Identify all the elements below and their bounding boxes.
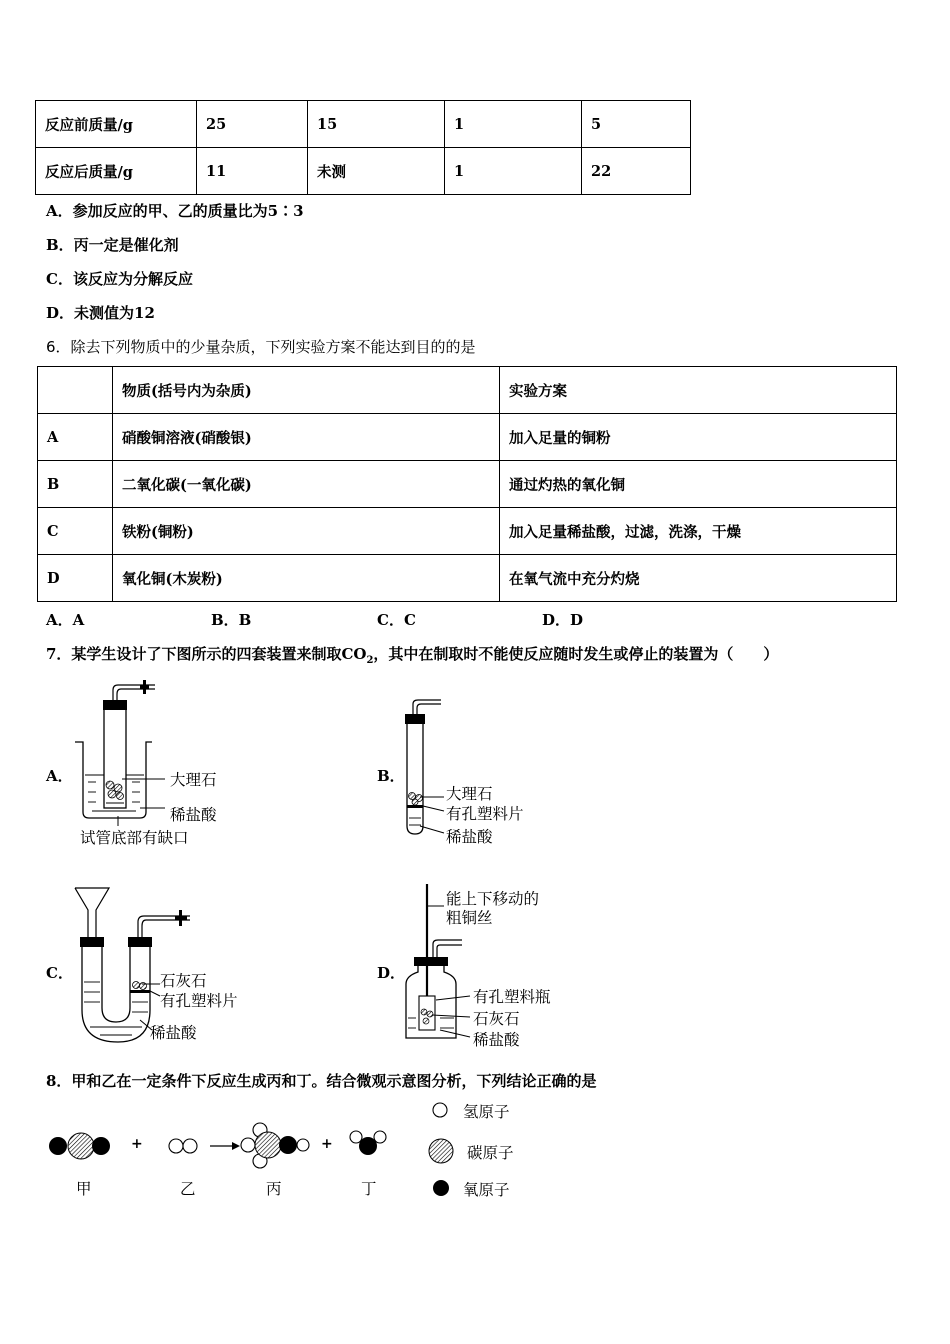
apparatus-c-letter: C． (46, 964, 73, 982)
molecule-label-bing: 丙 (266, 1180, 282, 1198)
oxygen-atom (279, 1136, 297, 1154)
legend-carbon (429, 1139, 453, 1163)
hydrogen-atom (241, 1138, 255, 1152)
header-cell: 实验方案 (500, 367, 897, 414)
substance-cell: 氧化铜(木炭粉) (113, 555, 500, 602)
apparatus-a-letter: A． (46, 767, 73, 785)
legend-label-carbon: 碳原子 (467, 1144, 514, 1162)
q7-stem-subscript: 2 (366, 655, 374, 666)
apparatus-b-letter: B． (377, 767, 405, 785)
oxygen-atom (49, 1137, 67, 1155)
hydrogen-atom (350, 1131, 362, 1143)
cell: 15 (308, 101, 445, 148)
legend-hydrogen (433, 1103, 447, 1117)
label-limestone: 石灰石 (160, 972, 207, 990)
header-cell: 物质(括号内为杂质) (113, 367, 500, 414)
method-cell: 在氧气流中充分灼烧 (500, 555, 897, 602)
label-movable-wire-2: 粗铜丝 (446, 909, 493, 927)
oxygen-atom (359, 1137, 377, 1155)
q5-option-d: D．未测值为12 (46, 304, 155, 322)
q6-option-d: D．D (542, 611, 584, 629)
row-letter: B (38, 461, 113, 508)
label-dilute-hcl: 稀盐酸 (150, 1024, 197, 1042)
label-movable-wire-1: 能上下移动的 (446, 890, 540, 908)
hydrogen-atom (297, 1139, 309, 1151)
cell: 11 (197, 148, 308, 195)
cell: 5 (582, 101, 691, 148)
q7-stem-text: 7．某学生设计了下图所示的四套装置来制取CO (46, 645, 367, 663)
cell: 25 (197, 101, 308, 148)
molecule-label-yi: 乙 (180, 1180, 196, 1198)
legend-label-oxygen: 氧原子 (463, 1181, 510, 1199)
apparatus-d-letter: D． (377, 964, 406, 982)
cell: 22 (582, 148, 691, 195)
plus-sign: + (321, 1136, 333, 1152)
label-marble: 大理石 (446, 785, 493, 803)
substance-cell: 硝酸铜溶液(硝酸银) (113, 414, 500, 461)
molecule-label-jia: 甲 (76, 1180, 92, 1198)
q5-option-a: A．参加反应的甲、乙的质量比为5∶3 (46, 202, 304, 220)
cell: 1 (445, 101, 582, 148)
carbon-atom (68, 1133, 94, 1159)
q6-option-c: C．C (377, 611, 416, 629)
q7-stem-text-end: ，其中在制取时不能使反应随时发生或停止的装置为（ ） (373, 645, 779, 663)
cell: 未测 (308, 148, 445, 195)
hydrogen-atom (374, 1131, 386, 1143)
molecule-label-ding: 丁 (361, 1180, 377, 1198)
method-cell: 加入足量的铜粉 (500, 414, 897, 461)
q8-stem: 8．甲和乙在一定条件下反应生成丙和丁。结合微观示意图分析，下列结论正确的是 (46, 1072, 597, 1090)
row-letter: C (38, 508, 113, 555)
substance-cell: 铁粉(铜粉) (113, 508, 500, 555)
row-letter: D (38, 555, 113, 602)
q5-option-c: C．该反应为分解反应 (46, 270, 193, 288)
q6-option-b: B．B (211, 611, 252, 629)
row-letter: A (38, 414, 113, 461)
legend-oxygen (433, 1180, 449, 1196)
row-label: 反应前质量/g (36, 101, 197, 148)
plus-sign: + (131, 1136, 143, 1152)
legend-label-hydrogen: 氢原子 (463, 1103, 510, 1121)
oxygen-atom (92, 1137, 110, 1155)
q6-stem: 6．除去下列物质中的少量杂质，下列实验方案不能达到目的的是 (46, 338, 476, 356)
label-limestone: 石灰石 (473, 1010, 520, 1028)
substance-cell: 二氧化碳(一氧化碳) (113, 461, 500, 508)
hydrogen-atom (183, 1139, 197, 1153)
label-perforated-plastic: 有孔塑料片 (446, 805, 524, 823)
label-dilute-hcl: 稀盐酸 (446, 828, 493, 846)
carbon-atom (255, 1132, 281, 1158)
cell: 1 (445, 148, 582, 195)
method-cell: 加入足量稀盐酸，过滤，洗涤，干燥 (500, 508, 897, 555)
q5-option-b: B．丙一定是催化剂 (46, 236, 179, 254)
hydrogen-atom (169, 1139, 183, 1153)
label-dilute-hcl: 稀盐酸 (473, 1031, 520, 1049)
label-perforated-plastic: 有孔塑料片 (160, 992, 238, 1010)
q6-option-a: A．A (46, 611, 85, 629)
row-label: 反应后质量/g (36, 148, 197, 195)
label-dilute-hcl: 稀盐酸 (170, 806, 217, 824)
method-cell: 通过灼热的氧化铜 (500, 461, 897, 508)
label-tube-notch: 试管底部有缺口 (80, 829, 189, 847)
label-perforated-bottle: 有孔塑料瓶 (473, 988, 551, 1006)
label-marble: 大理石 (170, 771, 217, 789)
